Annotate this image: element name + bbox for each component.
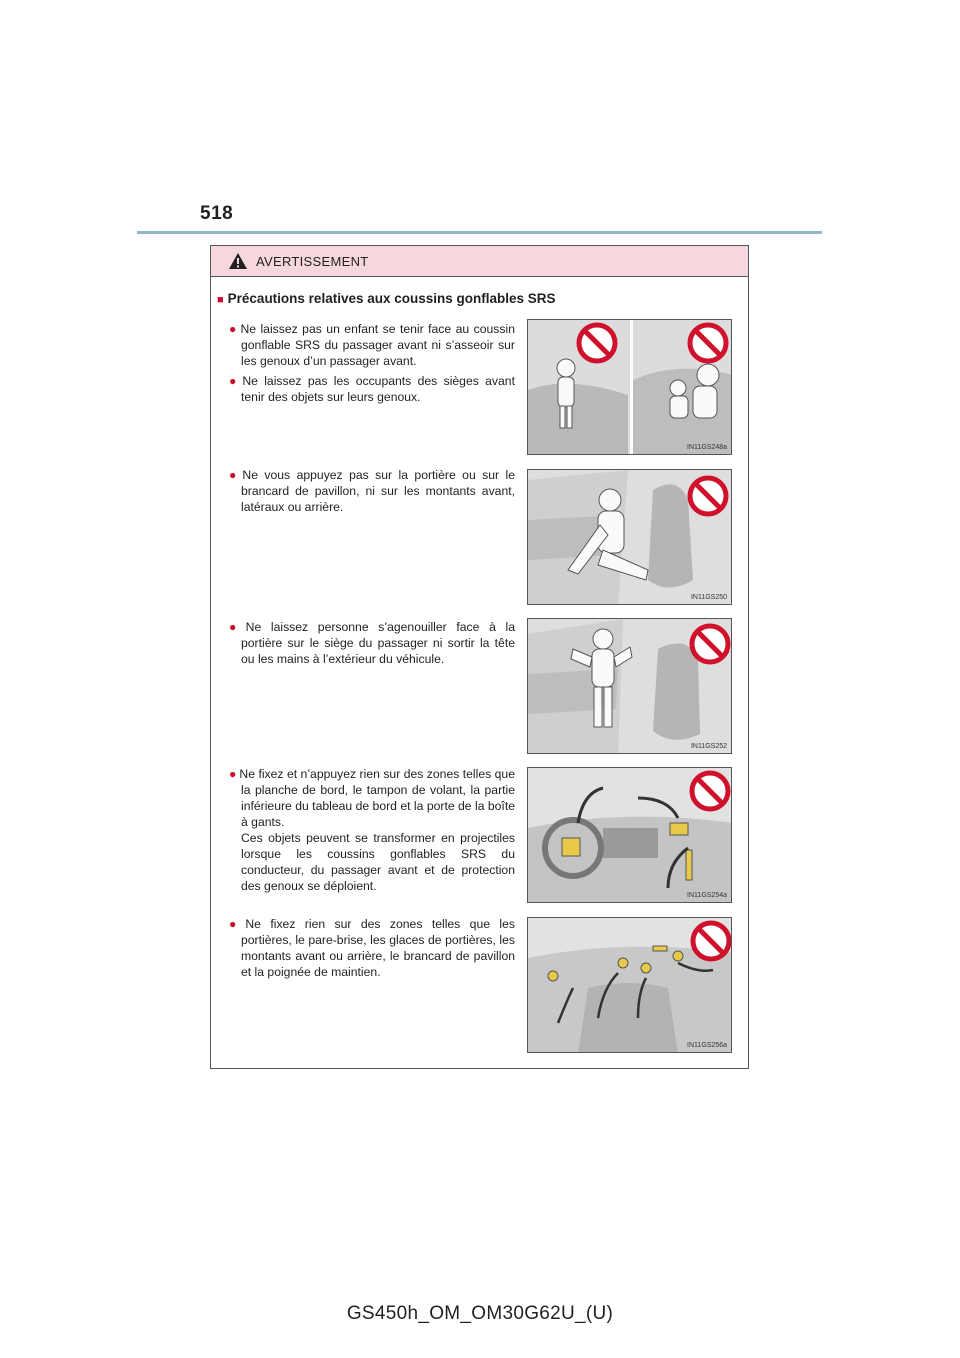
section-square-icon: ■: [217, 294, 224, 306]
list-item: [229, 766, 515, 894]
item-text: Ne fixez et n’appuyez rien sur des zones telles que la planche de bord, le tampon de volant, la partie inférieure du tableau de bord et la porte de la boîte à gants.: [239, 767, 515, 829]
illustration-kneel-door: [527, 618, 732, 754]
header-rule: [137, 231, 822, 234]
illustration-door-pillar-objects: [527, 917, 732, 1053]
figure-code: IN11GS252: [690, 743, 727, 750]
item-text: Ne vous appuyez pas sur la portière ou sur le brancard de pavillon, ni sur les montants avant, latéraux ou arrière.: [241, 468, 515, 514]
item-text: Ne fixez rien sur des zones telles que les portières, le pare-brise, les glaces de portières, les montants avant ou arrière, le brancard de pavillon et la poignée de maintien.: [241, 917, 515, 979]
item-text: Ne laissez personne s’agenouiller face à la portière sur le siège du passager ni sortir la tête ou les mains à l’extérieur du véhicule.: [241, 620, 515, 666]
list-item: [229, 619, 515, 667]
warning-box: [210, 245, 749, 1069]
car-interior-illustration: [528, 470, 732, 605]
warning-triangle-icon: [228, 252, 248, 270]
bullet-icon: ●: [229, 917, 243, 931]
bullet-icon: ●: [229, 620, 243, 634]
prohibition-icon: [690, 478, 726, 514]
car-interior-illustration: [528, 768, 732, 903]
bullet-icon: ●: [229, 767, 237, 781]
bullet-icon: ●: [229, 374, 240, 388]
page-number: 518: [200, 203, 234, 224]
prohibition-icon: [693, 923, 729, 959]
bullet-icon: ●: [229, 322, 238, 336]
document-code: GS450h_OM_OM30G62U_(U): [346, 1303, 614, 1324]
bullet-icon: ●: [229, 468, 240, 482]
item-text: Ne laissez pas un enfant se tenir face au coussin gonflable SRS du passager avant ni s’asseoir sur les genoux d’un passager avant.: [240, 322, 515, 368]
item-text: Ne laissez pas les occupants des sièges avant tenir des objets sur leurs genoux.: [241, 374, 515, 404]
warning-header: [211, 246, 748, 277]
prohibition-icon: [690, 325, 726, 361]
list-item: [229, 373, 515, 405]
figure-code: IN11GS256a: [687, 1042, 727, 1049]
section-title-text: Précautions relatives aux coussins gonflables SRS: [227, 291, 556, 306]
list-item: [229, 467, 515, 515]
section-title: [217, 291, 556, 306]
illustration-dashboard-objects: [527, 767, 732, 903]
illustration-lean-door: [527, 469, 732, 605]
car-interior-illustration: [528, 619, 732, 754]
list-item: [229, 916, 515, 980]
prohibition-icon: [692, 773, 728, 809]
prohibition-icon: [692, 626, 728, 662]
prohibition-icon: [579, 325, 615, 361]
item-note: Ces objets peuvent se transformer en projectiles lorsque les coussins gonflables SRS du conducteur, du passager avant et de protection des genoux se déploient.: [241, 831, 515, 893]
warning-title: AVERTISSEMENT: [256, 253, 369, 269]
figure-code: IN11GS250: [690, 594, 727, 601]
illustration-child-airbag: [527, 319, 732, 455]
list-item: [229, 321, 515, 369]
figure-code: IN11GS248a: [687, 444, 727, 451]
car-interior-illustration: [528, 320, 732, 455]
car-interior-illustration: [528, 918, 732, 1053]
figure-code: IN11GS254a: [687, 892, 727, 899]
